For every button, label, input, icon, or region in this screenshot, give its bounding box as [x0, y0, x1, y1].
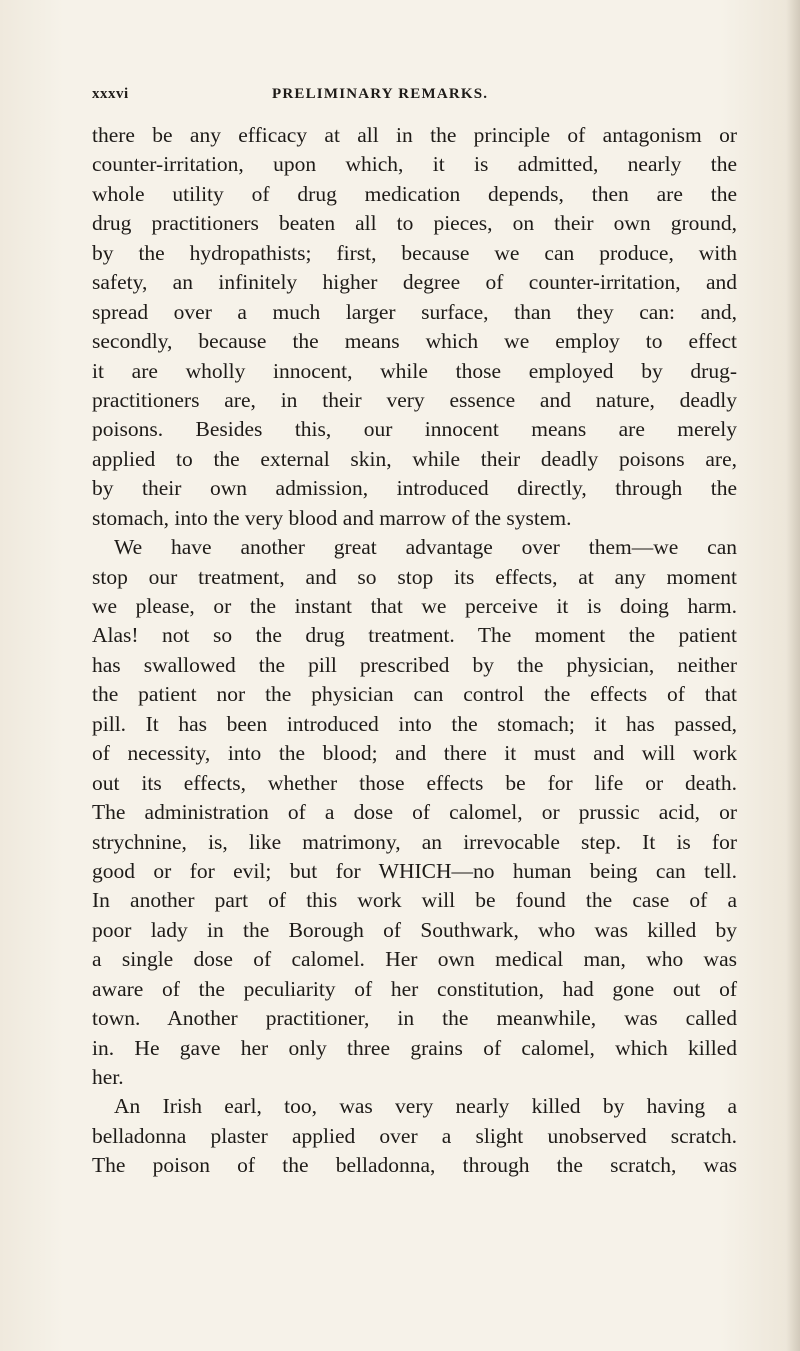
- text-line: her.: [92, 1065, 124, 1089]
- body-text: [92, 121, 737, 1181]
- text-line: by the hydropathists; first, because we can produce, with: [92, 240, 737, 265]
- page-header: [92, 86, 728, 112]
- text-line: safety, an infinitely higher degree of counter-irritation, and: [92, 270, 737, 295]
- text-line: stomach, into the very blood and marrow of the system.: [92, 505, 572, 530]
- text-line: In another part of this work will be found the case of a: [92, 888, 737, 913]
- text-line: practitioners are, in their very essence and nature, deadly: [92, 387, 737, 412]
- text-line: poor lady in the Borough of Southwark, who was killed by: [92, 917, 737, 942]
- text-line: strychnine, is, like matrimony, an irrevocable step. It is for: [92, 829, 737, 854]
- text-line: applied to the external skin, while their deadly poisons are,: [92, 446, 737, 471]
- page-number: xxxvi: [92, 86, 129, 102]
- text-line: stop our treatment, and so stop its effects, at any moment: [92, 564, 737, 589]
- text-line: whole utility of drug medication depends, then are the: [92, 181, 737, 206]
- text-line: of necessity, into the blood; and there it must and will work: [92, 741, 737, 766]
- text-line: out its effects, whether those effects be for life or death.: [92, 770, 737, 795]
- text-line: Alas! not so the drug treatment. The moment the patient: [92, 623, 737, 648]
- text-line: the patient nor the physician can control the effects of that: [92, 682, 737, 707]
- text-line: by their own admission, introduced directly, through the: [92, 476, 737, 501]
- text-line: counter-irritation, upon which, it is admitted, nearly the: [92, 152, 737, 177]
- running-head: PRELIMINARY REMARKS.: [272, 86, 489, 102]
- text-line: pill. It has been introduced into the stomach; it has passed,: [92, 711, 737, 736]
- page-edge-shadow: [786, 0, 800, 1351]
- text-line: it are wholly innocent, while those employed by drug-: [92, 358, 737, 383]
- text-line: We have another great advantage over them—we can: [114, 535, 737, 560]
- text-line: aware of the peculiarity of her constitution, had gone out of: [92, 976, 737, 1001]
- text-line: good or for evil; but for WHICH—no human being can tell.: [92, 858, 737, 883]
- text-line: has swallowed the pill prescribed by the physician, neither: [92, 652, 737, 677]
- text-line: there be any efficacy at all in the principle of antagonism or: [92, 123, 737, 147]
- text-line: drug practitioners beaten all to pieces, on their own ground,: [92, 211, 737, 236]
- text-line: belladonna plaster applied over a slight unobserved scratch.: [92, 1123, 737, 1148]
- text-line: town. Another practitioner, in the meanwhile, was called: [92, 1006, 737, 1031]
- text-line: secondly, because the means which we employ to effect: [92, 329, 737, 354]
- text-line: poisons. Besides this, our innocent means are merely: [92, 417, 737, 442]
- text-line: we please, or the instant that we perceive it is doing harm.: [92, 594, 737, 618]
- text-line: The poison of the belladonna, through the scratch, was: [92, 1153, 737, 1178]
- text-line: An Irish earl, too, was very nearly killed by having a: [114, 1094, 737, 1119]
- text-line: spread over a much larger surface, than they can: and,: [92, 299, 737, 324]
- text-line: The administration of a dose of calomel, or prussic acid, or: [92, 800, 737, 825]
- text-line: a single dose of calomel. Her own medical man, who was: [92, 947, 737, 972]
- text-line: in. He gave her only three grains of calomel, which killed: [92, 1035, 737, 1060]
